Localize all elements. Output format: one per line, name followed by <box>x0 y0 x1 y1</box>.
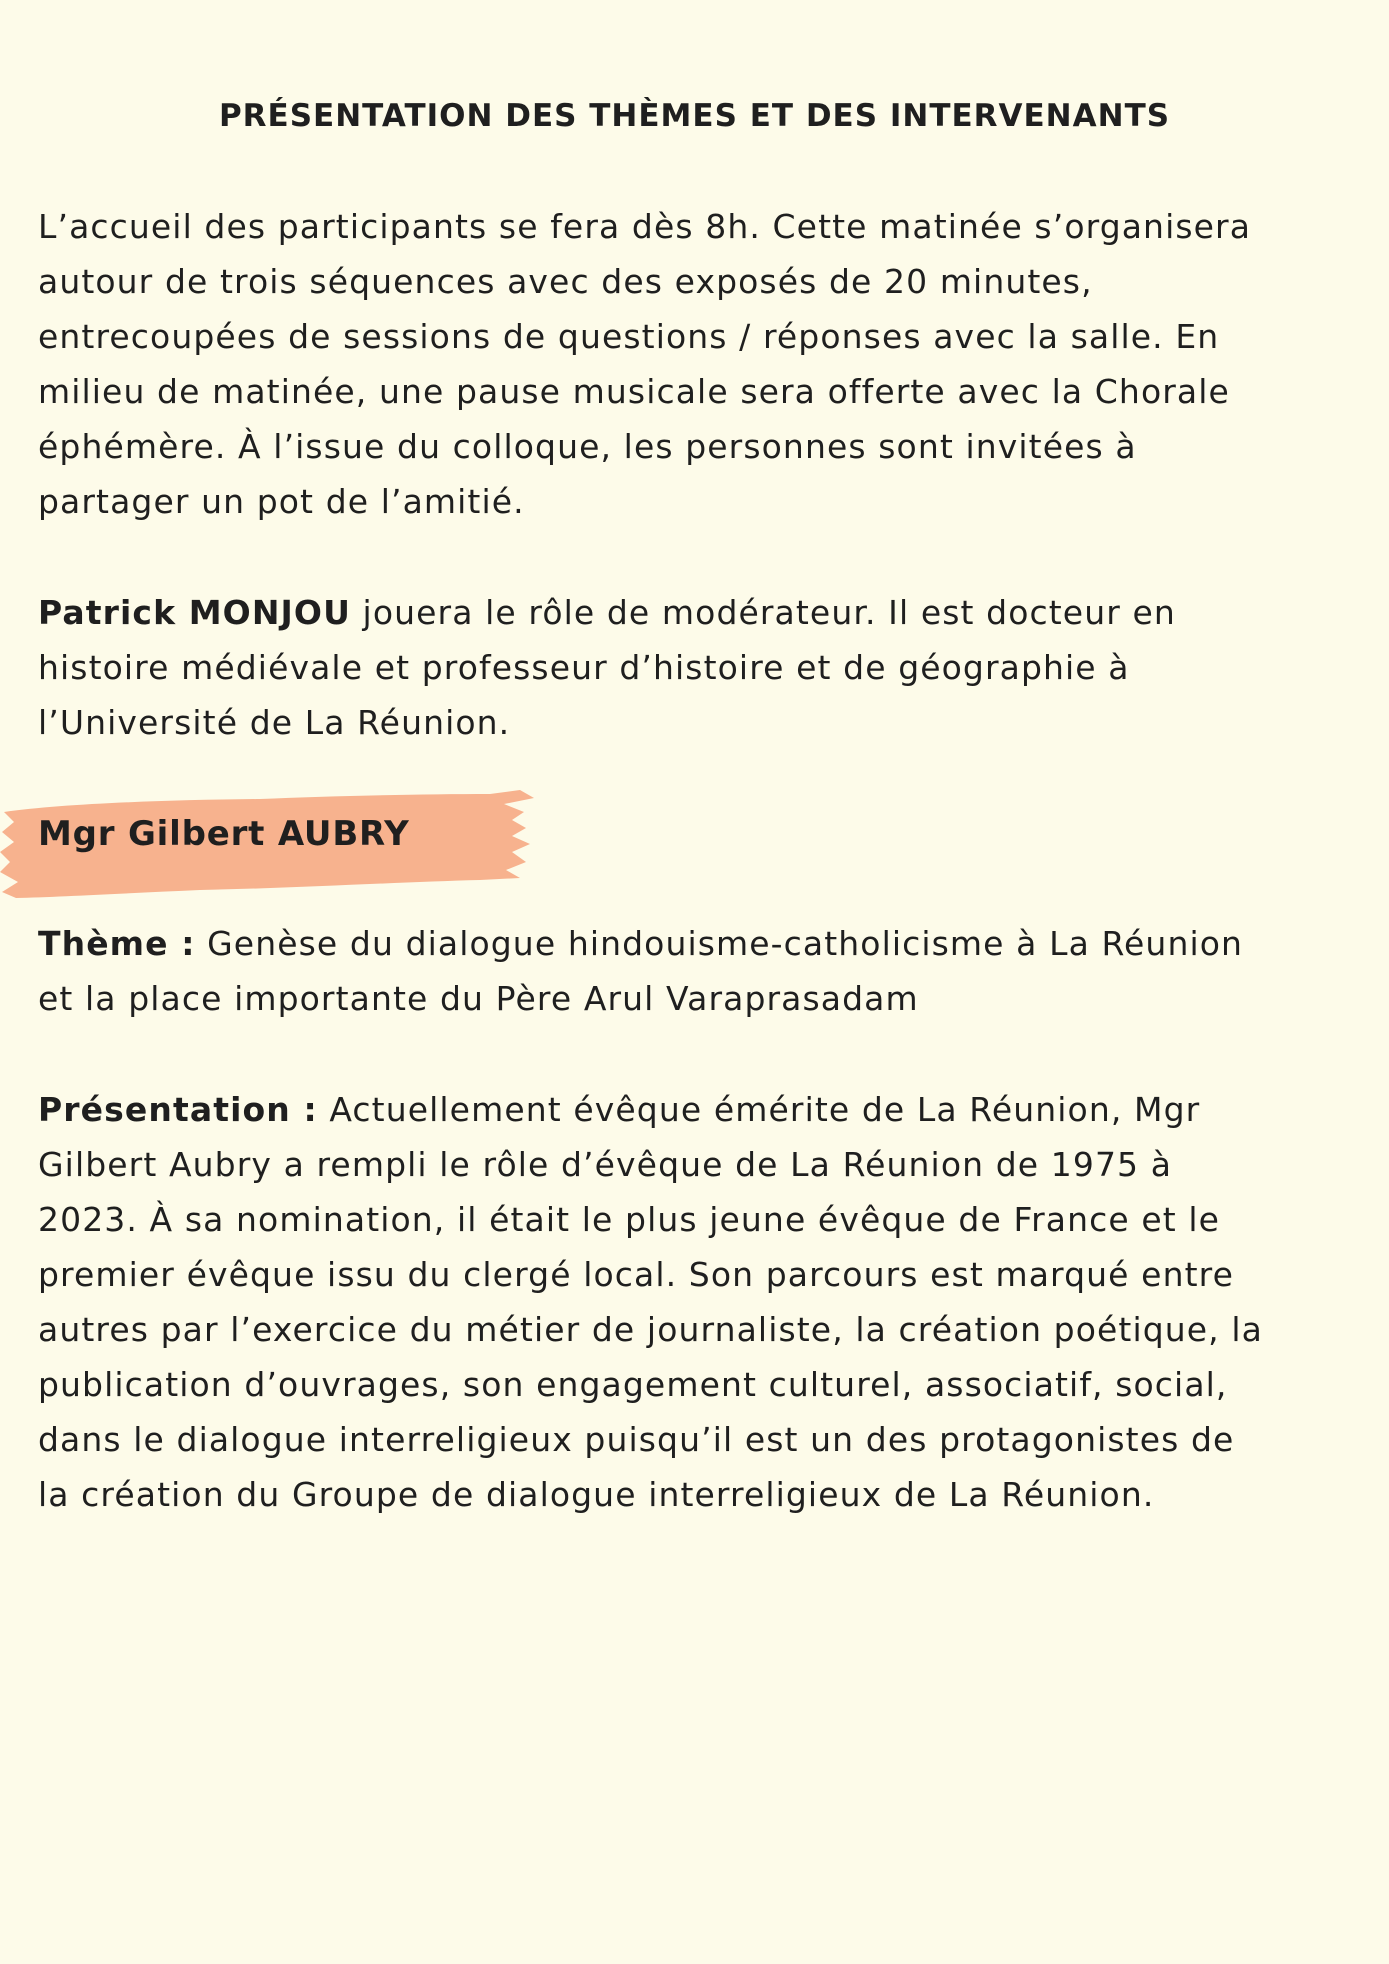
intro-line: milieu de matinée, une pause musicale sera offerte avec la Chorale <box>38 372 1230 411</box>
moderator-name: Patrick MONJOU <box>38 593 351 632</box>
moderator-line: jouera le rôle de modérateur. Il est docteur en <box>350 593 1176 632</box>
theme-line: Genèse du dialogue hindouisme-catholicisme à La Réunion <box>195 924 1244 963</box>
presentation-line: dans le dialogue interreligieux puisqu’il est un des protagonistes de <box>38 1420 1235 1459</box>
moderator-line: l’Université de La Réunion. <box>38 703 511 742</box>
intro-paragraph <box>38 199 1358 529</box>
speaker-name: Mgr Gilbert AUBRY <box>38 814 410 854</box>
presentation-line: premier évêque issu du clergé local. Son parcours est marqué entre <box>38 1255 1234 1294</box>
presentation-line: 2023. À sa nomination, il était le plus jeune évêque de France et le <box>38 1200 1221 1239</box>
presentation-line: autres par l’exercice du métier de journaliste, la création poétique, la <box>38 1310 1263 1349</box>
presentation-line: Actuellement évêque émérite de La Réunion, Mgr <box>317 1090 1201 1129</box>
intro-line: L’accueil des participants se fera dès 8h. Cette matinée s’organisera <box>38 207 1252 246</box>
theme-paragraph <box>38 916 1358 1026</box>
presentation-label: Présentation : <box>38 1090 318 1129</box>
theme-label: Thème : <box>38 924 196 963</box>
presentation-line: la création du Groupe de dialogue interreligieux de La Réunion. <box>38 1475 1155 1514</box>
presentation-line: Gilbert Aubry a rempli le rôle d’évêque de La Réunion de 1975 à <box>38 1145 1173 1184</box>
intro-line: partager un pot de l’amitié. <box>38 482 525 521</box>
page-title: PRÉSENTATION DES THÈMES ET DES INTERVENANTS <box>218 98 1171 134</box>
presentation-paragraph <box>38 1082 1358 1522</box>
intro-line: éphémère. À l’issue du colloque, les personnes sont invitées à <box>38 427 1137 466</box>
presentation-line: publication d’ouvrages, son engagement culturel, associatif, social, <box>38 1365 1228 1404</box>
intro-line: entrecoupées de sessions de questions / réponses avec la salle. En <box>38 317 1220 356</box>
theme-line: et la place importante du Père Arul Varaprasadam <box>38 979 919 1018</box>
intro-line: autour de trois séquences avec des exposés de 20 minutes, <box>38 262 1093 301</box>
moderator-paragraph <box>38 585 1358 750</box>
moderator-line: histoire médiévale et professeur d’histoire et de géographie à <box>38 648 1130 687</box>
